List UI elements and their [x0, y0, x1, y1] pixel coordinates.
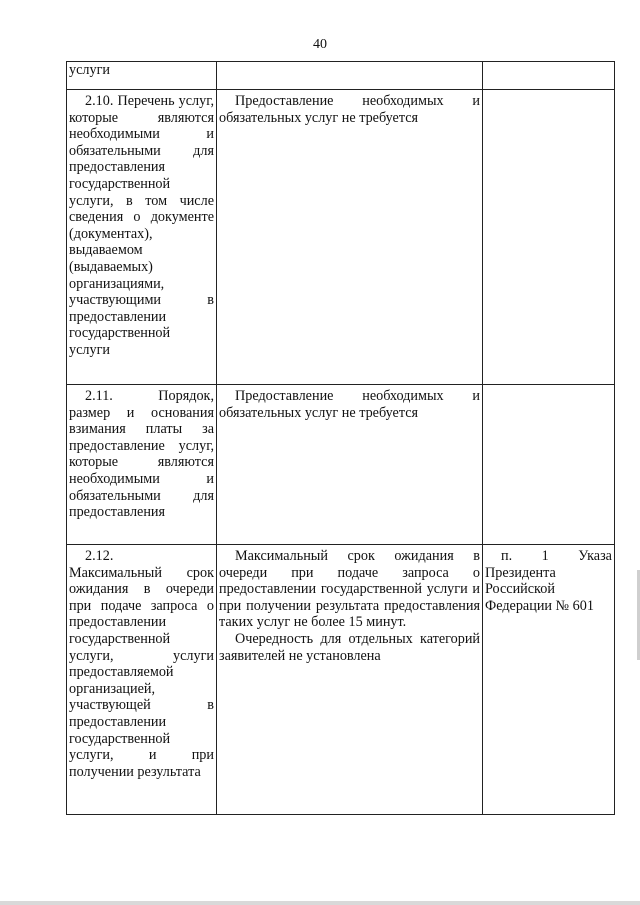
table-cell-source — [483, 385, 615, 545]
cell-text: п. 1 Указа Президента Российской Федерации № 601 — [485, 548, 612, 614]
table-cell-label — [67, 385, 217, 545]
cell-text: 2.10. Перечень услуг, которые являются необходимыми и обязательными для предоставления государственной услуги, в том числе сведения о документе (документах), выдаваемом (выдаваемых) организациями, участвующими в предоставлении государственной услуги — [69, 93, 214, 358]
cell-text: Очередность для отдельных категорий заявителей не установлена — [219, 630, 480, 664]
table-cell-description — [217, 62, 483, 90]
cell-text: Предоставление необходимых и обязательных услуг не требуется — [219, 388, 480, 421]
table-row — [67, 545, 615, 815]
page-number: 40 — [313, 37, 327, 52]
cell-text-number: 2.12. — [85, 548, 114, 564]
table-cell-description — [217, 385, 483, 545]
table-cell-source — [483, 90, 615, 385]
table-row — [67, 90, 615, 385]
table-cell-description — [217, 90, 483, 385]
scan-bottom-edge — [0, 901, 640, 905]
table-cell-source — [483, 545, 615, 815]
table-cell-label — [67, 90, 217, 385]
table-cell-label — [67, 545, 217, 815]
table-cell-description — [217, 545, 483, 815]
table-cell-source — [483, 62, 615, 90]
table-cell-label — [67, 62, 217, 90]
cell-text: Максимальный срок ожидания в очереди при подаче запроса о предоставлении государственной услуги и при получении результата предоставления таких услуг не более 15 минут. — [219, 548, 480, 631]
cell-text: 2.11. Порядок, размер и основания взимания платы за предоставление услуг, которые являются необходимыми и обязательными для предоставления — [69, 388, 214, 521]
table-row — [67, 62, 615, 90]
table-row — [67, 385, 615, 545]
cell-text: Предоставление необходимых и обязательных услуг не требуется — [219, 93, 480, 126]
regulation-table — [66, 61, 615, 815]
cell-text: Максимальный срок ожидания в очереди при подаче запроса о предоставлении государственной услуги, услуги предоставляемой организацией, участвующей в предоставлении государственной услуги, и при получении результата — [69, 564, 214, 780]
cell-text: услуги — [69, 62, 110, 78]
